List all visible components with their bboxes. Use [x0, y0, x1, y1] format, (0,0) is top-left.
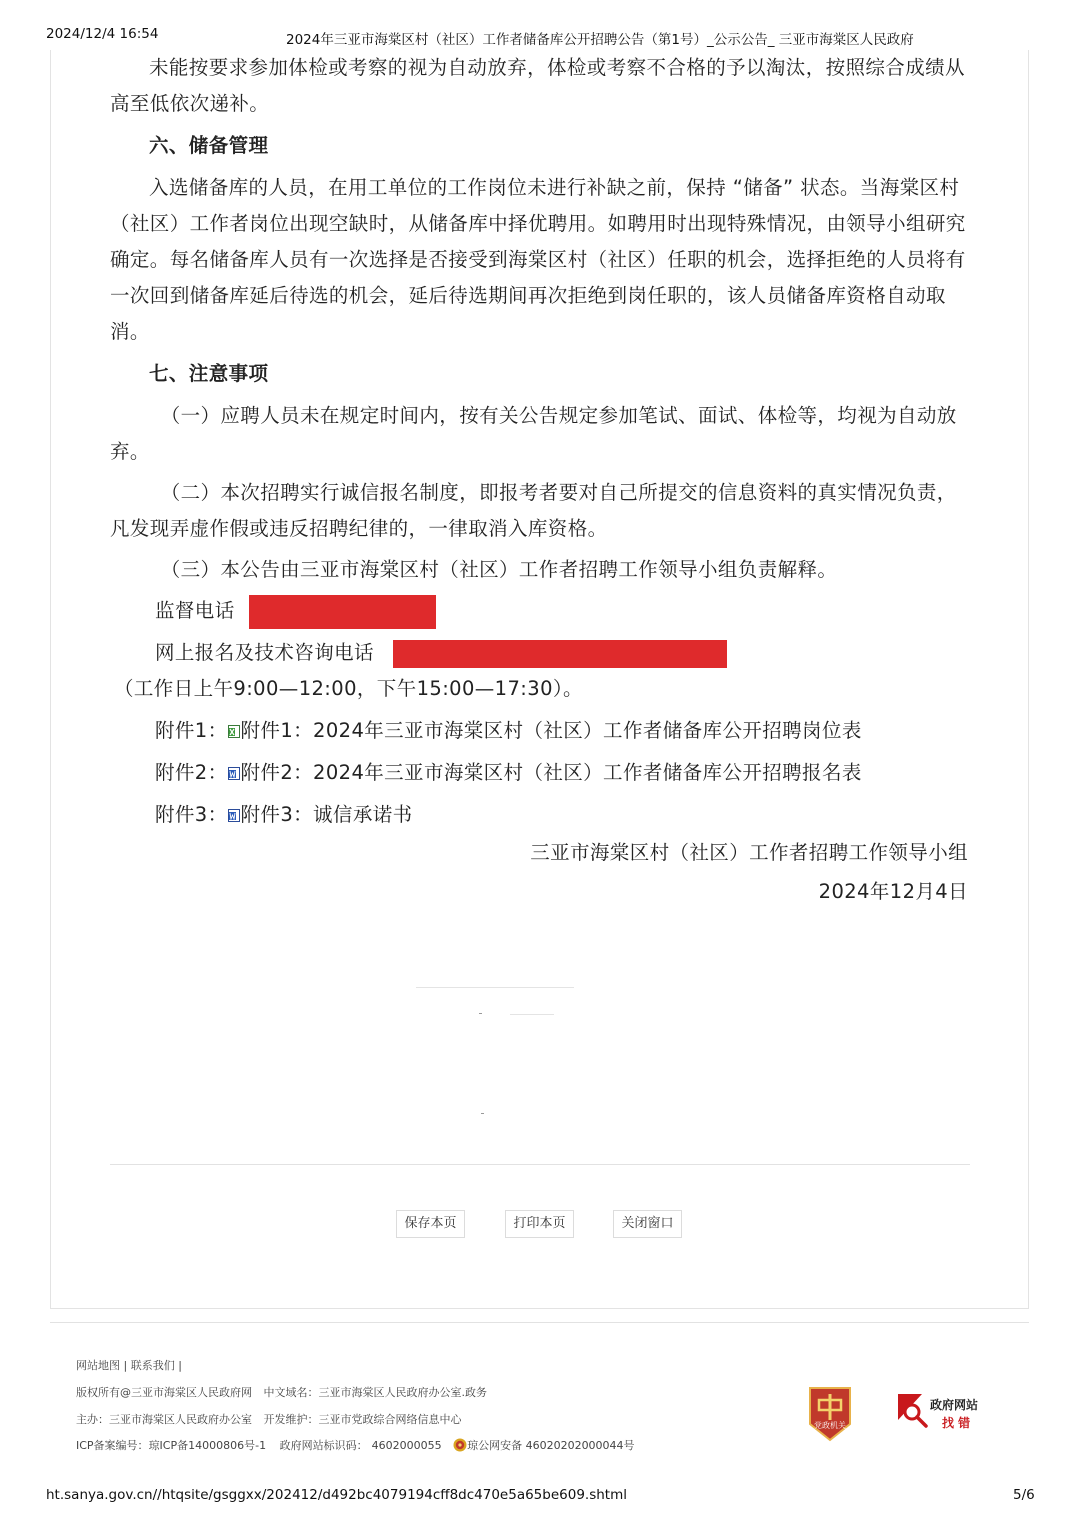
print-page-number: 5/6 — [1013, 1487, 1035, 1503]
consult-phone-row — [110, 635, 970, 671]
attachment-link[interactable]: 附件3：诚信承诺书 — [240, 803, 413, 826]
article-body — [110, 52, 970, 910]
footer-icp-row — [76, 1437, 635, 1453]
section-heading-notes: 七、注意事项 — [149, 362, 269, 385]
attachment-row — [110, 797, 970, 833]
decorative-dot — [481, 1113, 484, 1114]
find-error-icon — [896, 1392, 930, 1430]
save-page-button[interactable]: 保存本页 — [396, 1210, 465, 1238]
footer-separator: | — [174, 1359, 182, 1372]
icp-link[interactable]: 琼ICP备14000806号-1 — [148, 1439, 267, 1452]
footer-host-row — [76, 1411, 462, 1427]
attachment-link[interactable]: 附件1：2024年三亚市海棠区村（社区）工作者储备库公开招聘岗位表 — [240, 719, 862, 742]
decorative-divider — [416, 987, 574, 988]
party-gov-badge-icon — [806, 1386, 854, 1442]
print-header — [0, 26, 1080, 46]
attachment-label: 附件1： — [155, 719, 228, 742]
article-paragraph: 入选储备库的人员，在用工单位的工作岗位未进行补缺之前，保持 “储备” 状态。当海棠区村（社区）工作者岗位出现空缺时，从储备库中择优聘用。如聘用时出现特殊情况，由领导小组研究确定。每名储备库人员有一次选择是否接受到海棠区村（社区）任职的机会，选择拒绝的人员将有一次回到储备库延后待选的机会，延后待选期间再次拒绝到岗任职的，该人员储备库资格自动取消。 — [110, 176, 966, 343]
footer-separator: | — [120, 1359, 131, 1372]
content-divider — [110, 1164, 970, 1165]
section-heading-reserve: 六、储备管理 — [149, 134, 269, 157]
host-label: 主办： — [76, 1413, 109, 1426]
maint-label: 开发维护： — [263, 1413, 319, 1426]
word-icon — [228, 767, 240, 780]
police-badge-icon — [453, 1438, 467, 1452]
decorative-dot — [479, 1013, 482, 1014]
print-footer-url: ht.sanya.gov.cn//htqsite/gsggxx/202412/d492bc4079194cff8dc470e5a65be609.shtml — [46, 1487, 627, 1503]
consult-phone-label: 网上报名及技术咨询电话 — [155, 641, 374, 664]
signature-org: 三亚市海棠区村（社区）工作者招聘工作领导小组 — [530, 841, 968, 864]
domain-value: 三亚市海棠区人民政府办公室.政务 — [318, 1386, 487, 1399]
contact-link[interactable]: 联系我们 — [130, 1359, 175, 1372]
domain-label: 中文域名： — [263, 1386, 319, 1399]
police-record-link[interactable]: 琼公网安备 46020202000044号 — [467, 1439, 635, 1452]
attachment-label: 附件3： — [155, 803, 228, 826]
close-window-button[interactable]: 关闭窗口 — [613, 1210, 682, 1238]
article-paragraph: 未能按要求参加体检或考察的视为自动放弃，体检或考察不合格的予以淘汰，按照综合成绩从高至低依次递补。 — [110, 56, 965, 115]
host-value: 三亚市海棠区人民政府办公室 — [109, 1413, 252, 1426]
excel-icon — [228, 725, 240, 738]
attachment-row — [110, 713, 970, 749]
attachment-link[interactable]: 附件2：2024年三亚市海棠区村（社区）工作者储备库公开招聘报名表 — [240, 761, 862, 784]
print-page-button[interactable]: 打印本页 — [505, 1210, 574, 1238]
maint-value: 三亚市党政综合网络信息中心 — [318, 1413, 462, 1426]
supervise-phone-row — [110, 593, 970, 629]
note-item: （三）本公告由三亚市海棠区村（社区）工作者招聘工作领导小组负责解释。 — [160, 558, 838, 581]
icp-label: ICP备案编号： — [76, 1439, 149, 1452]
party-gov-badge[interactable] — [806, 1386, 854, 1442]
hours-text: （工作日上午9:00—12:00，下午15:00—17:30）。 — [114, 677, 583, 700]
find-error-title: 政府网站 — [930, 1398, 979, 1412]
print-page-title: 2024年三亚市海棠区村（社区）工作者储备库公开招聘公告（第1号）_公示公告_ 三亚市海棠区人民政府 — [286, 32, 914, 48]
footer-divider — [50, 1322, 1029, 1323]
note-item: （一）应聘人员未在规定时间内，按有关公告规定参加笔试、面试、体检等，均视为自动放弃。 — [110, 404, 957, 463]
copyright-text: 版权所有@三亚市海棠区人民政府网 — [76, 1386, 252, 1399]
supervise-phone-label: 监督电话 — [155, 599, 235, 622]
redacted-phone — [249, 595, 436, 629]
site-id-value: 4602000055 — [371, 1439, 442, 1452]
footer-links — [76, 1357, 182, 1373]
note-item: （二）本次招聘实行诚信报名制度，即报考者要对自己所提交的信息资料的真实情况负责，凡发现弄虚作假或违反招聘纪律的，一律取消入库资格。 — [110, 481, 957, 540]
find-error-subtitle: 找 错 — [942, 1416, 971, 1430]
decorative-divider — [510, 1014, 554, 1015]
attachment-label: 附件2： — [155, 761, 228, 784]
footer-copyright-row — [76, 1384, 487, 1400]
attachment-row — [110, 755, 970, 791]
print-datetime: 2024/12/4 16:54 — [46, 26, 159, 42]
word-icon — [228, 809, 240, 822]
signature-date: 2024年12月4日 — [818, 880, 968, 903]
sitemap-link[interactable]: 网站地图 — [76, 1359, 120, 1372]
redacted-phone — [393, 640, 727, 668]
find-error-badge[interactable] — [896, 1392, 988, 1432]
party-gov-badge-text: 党政机关 — [814, 1421, 846, 1430]
site-id-label: 政府网站标识码： — [279, 1439, 368, 1452]
